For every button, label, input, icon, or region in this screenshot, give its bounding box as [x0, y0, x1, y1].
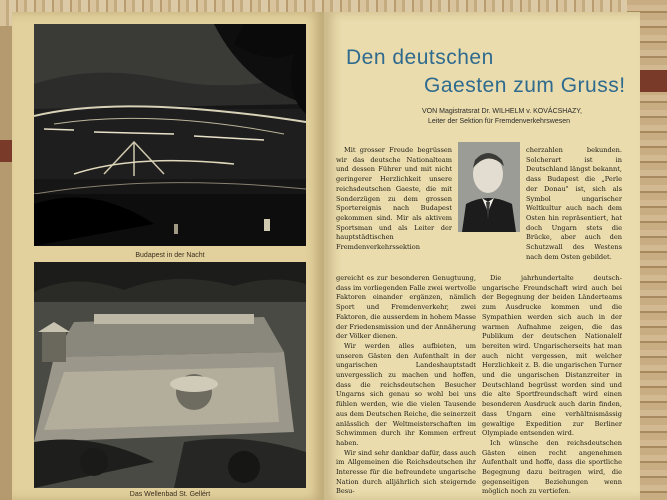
left-page	[12, 12, 324, 500]
byline-role: Leiter der Sektion für Fremdenverkehrswesen	[428, 118, 571, 125]
article-column-1-bottom	[336, 274, 476, 496]
article-title-line-2: Gaesten zum Gruss!	[424, 74, 626, 97]
paragraph: Ich wünsche den reichsdeutschen Gästen einen recht angenehmen Aufenthalt und hoffe, dass die sportliche Begegnung dazu beitragen wird, die gegenseitigen Beziehungen wenn möglich noch zu vertiefen.	[482, 438, 622, 496]
paragraph: Die jahrhundertalte deutsch-ungarische Freundschaft wird auch bei der Begegnung der beiden Länderteams zum Ausdrucke kommen und die Sympathien werden sich auch in der warmen Aufnahme zeigen, die das Publikum der deutschen Nationalelf bereiten wird. Ungarischerseits hat man auch nicht vergessen, mit welcher Herzlichkeit z. B. die ungarischen Turner und die ungarischen Distanzreiter in Deutschland begrüsst worden sind und die alte Sportfreundschaft wird einen besonderen Ausdruck auch darin finden, dass Ungarn eine verhältnismässig gewaltige Expedition zur Berliner Olympiade entsenden wird.	[482, 274, 622, 438]
article-column-2-top	[526, 146, 622, 274]
paragraph: Mit grosser Freude begrüssen wir das deutsche Nationalteam und dessen Führer und mit nicht geringerer Herzlichkeit unsere reichsdeutschen Gaeste, die mit Sonderzügen zu dem grossen Sportereignis nach Budapest gekommen sind. Mir als aktivem Sportsman und als Leiter der hauptstädtischen Fremdenverkehrssektion	[336, 146, 452, 252]
paragraph: gereicht es zur besonderen Genugtuung, dass im vorliegenden Falle zwei wertvolle Faktoren einander ergänzen, nämlich Sport und Fremdenverkehr, zwei Faktoren, die ausserdem in hohem Masse der Friedensmission und der Annäherung der Völker dienen.	[336, 274, 476, 341]
article-column-1-top	[336, 146, 452, 274]
paragraph: Wir werden alles aufbieten, um unseren Gästen den Aufenthalt in der ungarischen Landeshauptstadt unvergesslich zu machen und hoffen, dass die reichsdeutschen Besucher Ungarns sich genau so wohl bei uns fühlen werden, wie die vielen Tausende aus dem Deutschen Reiche, die seinerzeit anlässlich der Weltmeisterschaften im Schwimmen durch ihr Kommen erfreut haben.	[336, 341, 476, 447]
photo-caption-night: Budapest in der Nacht	[135, 252, 205, 259]
photo-budapest-night	[34, 24, 306, 246]
paragraph: Wir sind sehr dankbar dafür, dass auch im Allgemeinen die Reichsdeutschen ihr Interesse für die befreundete ungarische Nation durch alljährlich sich steigernde Besu-	[336, 448, 476, 496]
article-column-2-bottom	[482, 274, 622, 496]
author-portrait	[458, 142, 520, 232]
byline-author: VON Magistratsrat Dr. WILHELM v. KOVÁCSHAZY,	[422, 108, 582, 115]
photo-caption-wave-bath: Das Wellenbad St. Gellért	[129, 491, 211, 498]
article-title-line-1: Den deutschen	[346, 46, 494, 69]
article-byline	[422, 107, 582, 127]
photo-wave-bath	[34, 262, 306, 488]
right-page	[324, 12, 640, 500]
paragraph: cherzahlen bekunden. Solcherart ist in Deutschland längst bekannt, dass Budapest die „Perle der Donau" ist, sich als Symbol ungarischer Weltkultur auch nach dem Osten hin repräsentiert, hat doch Ungarn stets die Brücke, aber auch den Schutzwall des Westens nach dem Osten gebildet.	[526, 146, 622, 261]
booklet	[12, 12, 640, 500]
background-strap	[639, 70, 667, 92]
